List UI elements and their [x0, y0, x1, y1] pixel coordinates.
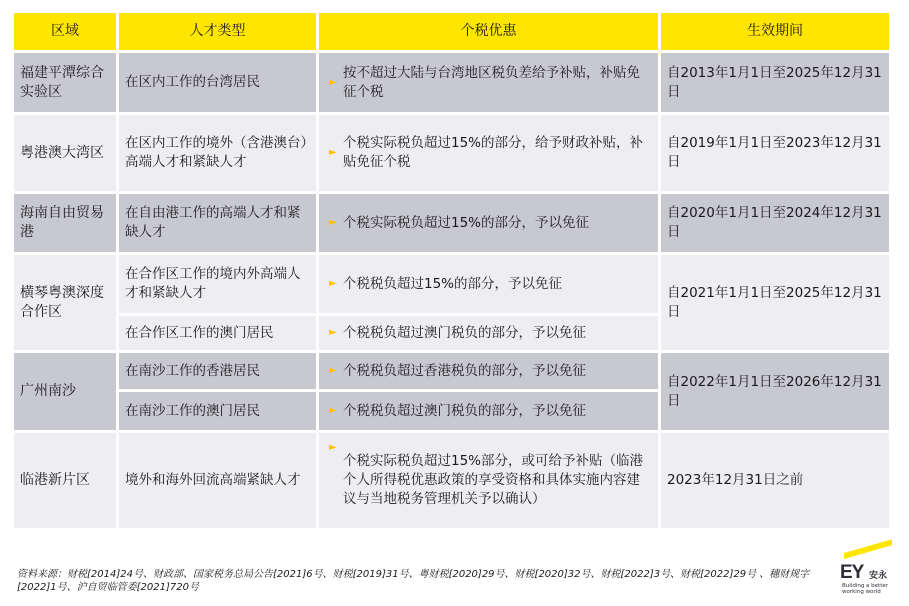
period-cell: 2023年12月31日之前 — [661, 433, 889, 531]
table-row — [14, 353, 889, 392]
talent-cell: 在合作区工作的境内外高端人才和紧缺人才 — [119, 255, 319, 316]
benefit-cell — [319, 316, 661, 353]
period-cell: 自2020年1月1日至2024年12月31日 — [661, 194, 889, 255]
source-note: 资料来源：财税[2014]24号、财政部、国家税务总局公告[2021]6号、财税[2019]31号、粤财税[2020]29号、财税[2020]32号、财税[2022]3号、财税[2022]29号 、穗财规字[2022]1号、沪自贸临管委[2021]720号 — [17, 569, 810, 593]
triangle-right-icon: ► — [329, 442, 337, 453]
table-header-row — [14, 13, 889, 53]
header-talent-type: 人才类型 — [119, 13, 319, 53]
triangle-right-icon: ► — [329, 217, 337, 228]
triangle-right-icon: ► — [329, 365, 337, 376]
benefit-text: 个税税负超过澳门税负的部分，予以免征 — [343, 402, 586, 419]
period-cell: 自2019年1月1日至2023年12月31日 — [661, 115, 889, 194]
talent-cell: 在合作区工作的澳门居民 — [119, 316, 319, 353]
region-cell: 粤港澳大湾区 — [14, 115, 119, 194]
benefit-cell — [319, 433, 661, 531]
benefit-text: 个税税负超过香港税负的部分，予以免征 — [343, 362, 586, 379]
region-cell: 广州南沙 — [14, 353, 119, 433]
talent-cell: 在自由港工作的高端人才和紧缺人才 — [119, 194, 319, 255]
benefit-text: 个税税负超过15%的部分，予以免征 — [343, 275, 563, 292]
header-tax-benefit: 个税优惠 — [319, 13, 661, 53]
triangle-right-icon: ► — [329, 405, 337, 416]
benefit-text: 按不超过大陆与台湾地区税负差给予补贴，补贴免征个税 — [343, 64, 640, 100]
benefit-cell — [319, 53, 661, 115]
benefit-cell — [319, 194, 661, 255]
benefit-text: 个税实际税负超过15%部分，或可给予补贴（临港个人所得税优惠政策的享受资格和具体实施内容建议与当地税务管理机关予以确认） — [343, 453, 644, 507]
period-cell: 自2013年1月1日至2025年12月31日 — [661, 53, 889, 115]
ey-beam-icon — [844, 539, 892, 559]
benefit-cell — [319, 255, 661, 316]
table-row — [14, 53, 889, 115]
benefit-cell — [319, 353, 661, 392]
header-effective-period: 生效期间 — [661, 13, 889, 53]
table-row — [14, 433, 889, 531]
ey-logo — [836, 553, 896, 597]
period-cell: 自2022年1月1日至2026年12月31日 — [661, 353, 889, 433]
benefit-text: 个税实际税负超过15%的部分，予以免征 — [343, 214, 590, 231]
talent-cell: 在区内工作的境外（含港澳台）高端人才和紧缺人才 — [119, 115, 319, 194]
benefit-text: 个税实际税负超过15%的部分，给予财政补贴，补贴免征个税 — [343, 135, 644, 170]
triangle-right-icon: ► — [329, 147, 337, 158]
talent-cell: 在区内工作的台湾居民 — [119, 53, 319, 115]
region-cell: 临港新片区 — [14, 433, 119, 531]
tax-incentive-table — [14, 13, 889, 531]
benefit-text: 个税税负超过澳门税负的部分，予以免征 — [343, 324, 586, 341]
logo-mark: EY — [840, 562, 864, 583]
talent-cell: 在南沙工作的香港居民 — [119, 353, 319, 392]
benefit-cell — [319, 392, 661, 433]
table-row — [14, 255, 889, 316]
triangle-right-icon: ► — [329, 278, 337, 289]
talent-cell: 在南沙工作的澳门居民 — [119, 392, 319, 433]
header-region: 区域 — [14, 13, 119, 53]
talent-cell: 境外和海外回流高端紧缺人才 — [119, 433, 319, 531]
logo-chinese-name: 安永 — [869, 571, 888, 581]
table-row — [14, 115, 889, 194]
table-row — [14, 194, 889, 255]
logo-tagline: Building a better working world — [842, 583, 889, 595]
period-cell: 自2021年1月1日至2025年12月31日 — [661, 255, 889, 353]
triangle-right-icon: ► — [329, 327, 337, 338]
region-cell: 横琴粤澳深度合作区 — [14, 255, 119, 353]
benefit-cell — [319, 115, 661, 194]
region-cell: 福建平潭综合实验区 — [14, 53, 119, 115]
triangle-right-icon: ► — [329, 76, 337, 88]
region-cell: 海南自由贸易港 — [14, 194, 119, 255]
